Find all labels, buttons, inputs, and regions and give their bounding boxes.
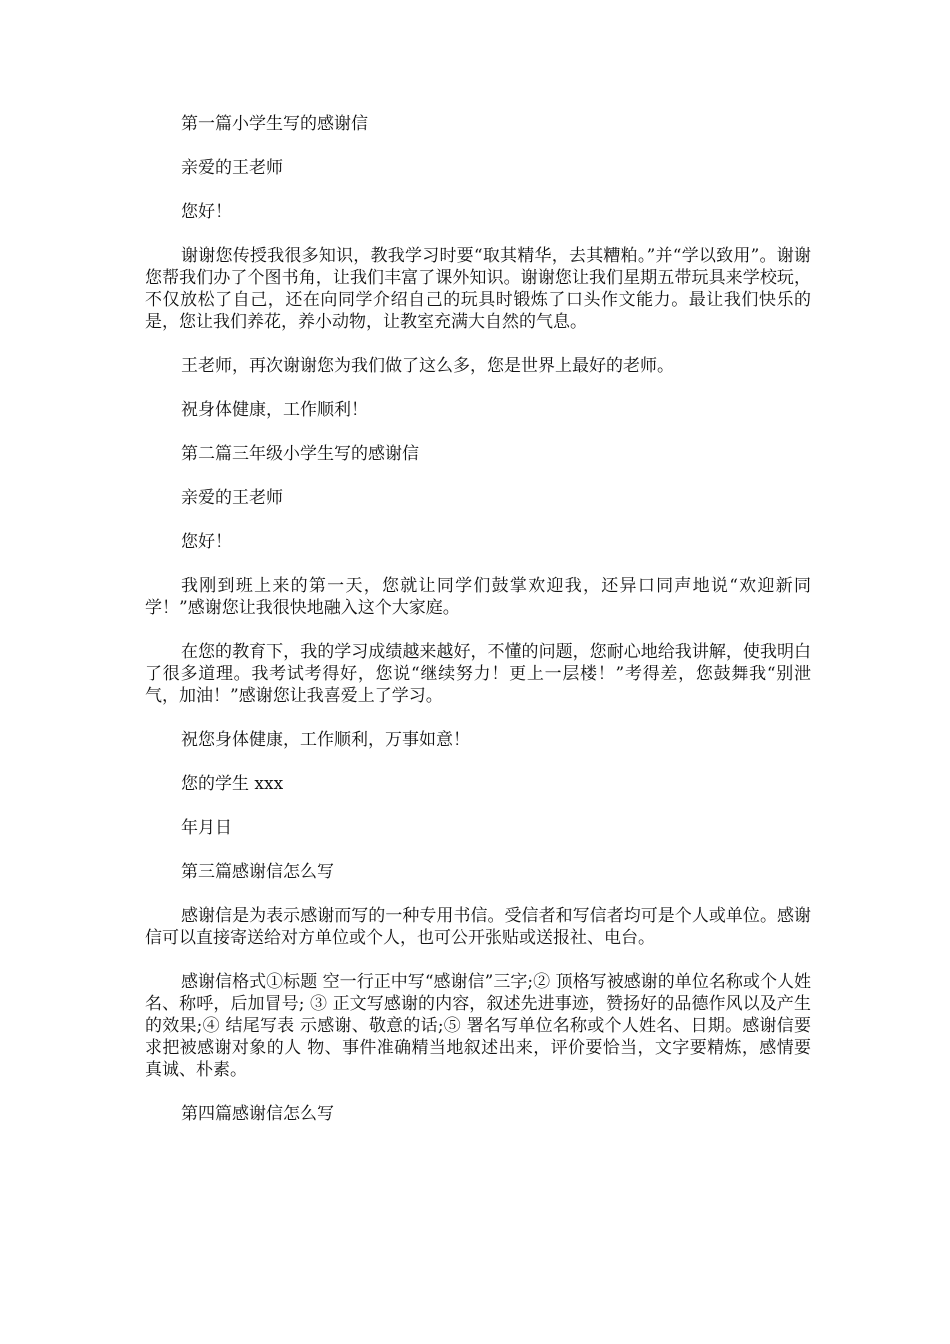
date-line: 年月日 xyxy=(181,818,232,838)
closing-wish: 祝身体健康，工作顺利！ xyxy=(181,400,368,420)
greeting: 您好！ xyxy=(181,532,232,552)
body-paragraph: 谢谢您传授我很多知识，教我学习时要“取其精华，去其糟粕。”并“学以致用”。谢谢您帮我们办了个图书角，让我们丰富了课外知识。谢谢您让我们星期五带玩具来学校玩，不仅放松了自己，还在向同学介绍自己的玩具时锻炼了口头作文能力。最让我们快乐的是，您让我们养花，养小动物，让教室充满大自然的气息。 xyxy=(145,246,811,332)
salutation: 亲爱的王老师 xyxy=(181,488,283,508)
signature: 您的学生 xxx xyxy=(181,774,284,794)
greeting: 您好！ xyxy=(181,202,232,222)
body-paragraph: 在您的教育下，我的学习成绩越来越好，不懂的问题，您耐心地给我讲解，使我明白了很多道理。我考试考得好，您说“继续努力！更上一层楼！”考得差，您鼓舞我“别泄气，加油！”感谢您让我喜爱上了学习。 xyxy=(145,642,811,706)
salutation: 亲爱的王老师 xyxy=(181,158,283,178)
heading-second-letter: 第二篇三年级小学生写的感谢信 xyxy=(181,444,419,464)
document-body xyxy=(145,113,811,1147)
body-paragraph: 我刚到班上来的第一天，您就让同学们鼓掌欢迎我，还异口同声地说“欢迎新同学！”感谢您让我很快地融入这个大家庭。 xyxy=(145,576,811,618)
heading-first-letter: 第一篇小学生写的感谢信 xyxy=(181,114,368,134)
body-paragraph: 感谢信是为表示感谢而写的一种专用书信。受信者和写信者均可是个人或单位。感谢 信可以直接寄送给对方单位或个人，也可公开张贴或送报社、电台。 xyxy=(145,906,811,948)
body-paragraph: 感谢信格式①标题 空一行正中写“感谢信”三字;② 顶格写被感谢的单位名称或个人姓名、称呼，后加冒号; ③ 正文写感谢的内容，叙述先进事迹，赞扬好的品德作风以及产生的效果;④ 结尾写表 示感谢、敬意的话;⑤ 署名写单位名称或个人姓名、日期。感谢信要求把被感谢对象的人 物、事件准确精当地叙述出来，评价要恰当，文字要精炼，感情要真诚、朴素。 xyxy=(145,972,811,1080)
heading-third-article: 第三篇感谢信怎么写 xyxy=(181,862,334,882)
closing-wish: 祝您身体健康，工作顺利，万事如意！ xyxy=(181,730,470,750)
heading-fourth-article: 第四篇感谢信怎么写 xyxy=(181,1104,334,1124)
body-paragraph: 王老师，再次谢谢您为我们做了这么多，您是世界上最好的老师。 xyxy=(181,356,674,376)
